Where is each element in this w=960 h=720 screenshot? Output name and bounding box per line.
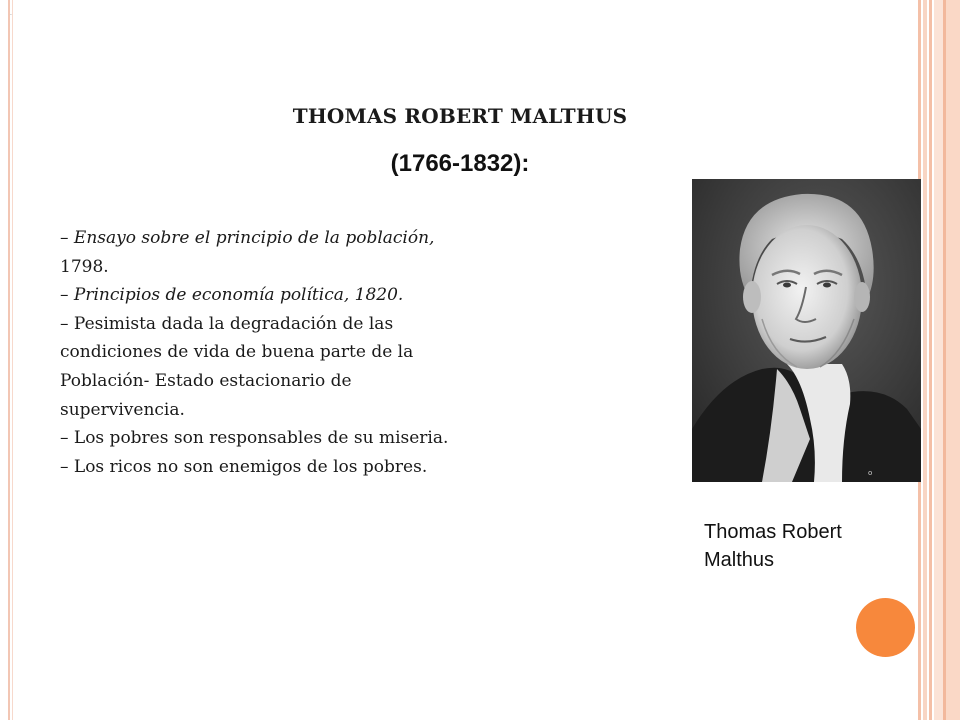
portrait-engraving: [692, 179, 921, 482]
left-border-line: [8, 0, 10, 720]
portrait-pupil: [823, 283, 831, 288]
portrait-ear: [854, 282, 870, 312]
line-prefix: –: [60, 228, 74, 248]
line-text: Pesimista dada la degradación de las: [73, 313, 394, 334]
right-stripe: [946, 0, 960, 720]
text-line: [60, 338, 540, 367]
book-title: Principios de economía política, 1820.: [73, 285, 404, 306]
line-prefix: –: [60, 285, 74, 306]
left-border-line-inner: [12, 0, 13, 720]
slide-years: (1766-1832):: [390, 150, 530, 177]
right-stripe: [934, 0, 943, 720]
portrait-image: [692, 179, 921, 482]
text-line: [60, 253, 540, 282]
line-prefix: –: [60, 456, 74, 477]
text-line: [60, 396, 540, 425]
portrait-caption: [704, 518, 904, 574]
caption-line: Malthus: [704, 549, 775, 571]
text-line: [60, 310, 540, 339]
line-prefix: –: [60, 428, 74, 449]
decorative-circle: [856, 598, 915, 657]
book-title: Ensayo sobre el principio de la población,: [73, 228, 435, 248]
text-line: [60, 281, 540, 310]
line-text: Los pobres son responsables de su miseria.: [73, 428, 449, 449]
portrait-pupil: [783, 283, 791, 288]
text-line: [60, 424, 540, 453]
right-stripe: [923, 0, 927, 720]
text-line: [60, 367, 540, 396]
caption-line: Thomas Robert: [704, 521, 842, 543]
portrait-ear: [743, 281, 761, 313]
portrait-mark: o: [868, 469, 873, 477]
line-text: supervivencia.: [60, 399, 185, 420]
portrait-face: [752, 225, 862, 369]
text-line: [60, 453, 540, 482]
line-text: Población- Estado estacionario de: [60, 370, 352, 391]
line-text: Los ricos no son enemigos de los pobres.: [73, 456, 428, 477]
right-stripe: [929, 0, 932, 720]
line-text: condiciones de vida de buena parte de la: [60, 342, 414, 363]
text-line: [60, 224, 540, 253]
corner-mark: .: [10, 10, 12, 17]
line-text: 1798.: [60, 256, 109, 277]
body-text: [60, 224, 540, 481]
line-prefix: –: [60, 313, 74, 334]
slide-title: THOMAS ROBERT MALTHUS: [292, 104, 628, 128]
